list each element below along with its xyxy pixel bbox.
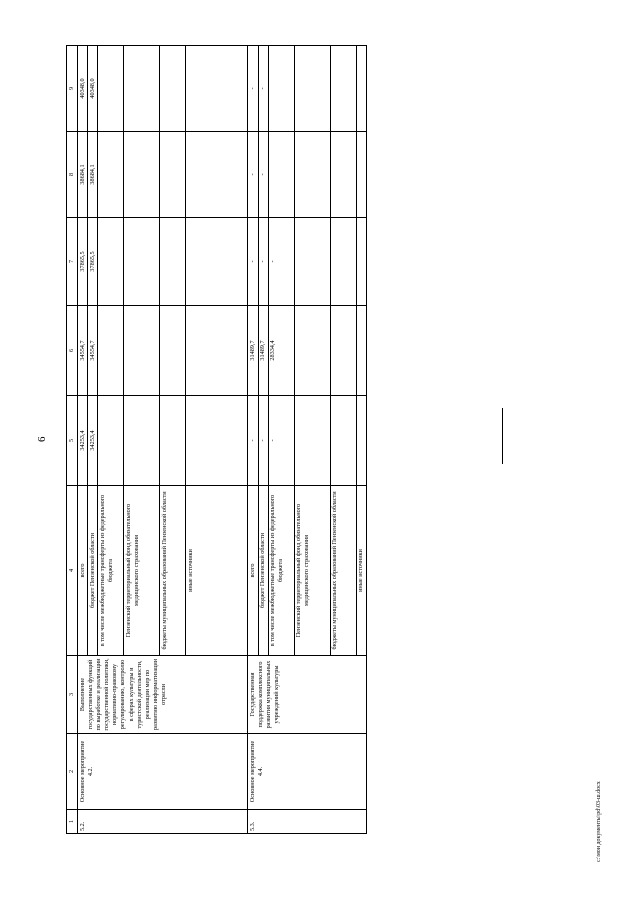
value-cell [186,132,248,218]
value-cell [356,218,366,306]
value-cell: 38684,1 [88,132,98,218]
value-cell [98,218,124,306]
value-cell: 40348,0 [78,46,88,132]
value-cell: - [248,46,258,132]
separator-line [502,408,503,464]
source-cell: бюджет Пензенской области [88,486,98,656]
value-cell [186,396,248,486]
source-cell: бюджеты муниципальных образований Пензенской области [330,486,356,656]
value-cell [330,218,356,306]
source-cell: Пензенский территориальный фонд обязательного медицинского страхования [124,486,160,656]
header-cell: 1 [67,810,78,834]
table-row [78,46,88,834]
source-cell: всего [248,486,258,656]
row-number-cell: 5.3. [248,810,367,834]
header-cell: 2 [67,734,78,810]
value-cell: 31489,7 [258,306,268,396]
value-cell: 34554,7 [88,306,98,396]
value-cell [160,306,186,396]
value-cell [98,132,124,218]
header-cell: 5 [67,396,78,486]
activity-cell: Основное мероприятие 4.2. [78,734,248,810]
value-cell: - [258,218,268,306]
source-cell: бюджет Пензенской области [258,486,268,656]
footer-file-path: c:\мои документы\pd\03-ш.docx [596,781,602,862]
value-cell: 34253,4 [78,396,88,486]
value-cell: - [268,218,294,306]
value-cell: 31489,7 [248,306,258,396]
value-cell [186,218,248,306]
value-cell: 37865,5 [78,218,88,306]
page-number: 6 [36,436,48,442]
value-cell [294,218,330,306]
value-cell [356,396,366,486]
value-cell [124,218,160,306]
value-cell [330,306,356,396]
source-cell: бюджеты муниципальных образований Пензенской области [160,486,186,656]
value-cell [330,132,356,218]
value-cell [294,46,330,132]
value-cell: 38684,1 [78,132,88,218]
header-cell: 9 [67,46,78,132]
value-cell: 34554,7 [78,306,88,396]
source-cell: Пензенский территориальный фонд обязательного медицинского страхования [294,486,330,656]
source-cell: в том числе межбюджетные трансферты из федерального бюджета [98,486,124,656]
source-cell: всего [78,486,88,656]
value-cell: 37865,5 [88,218,98,306]
value-cell [356,46,366,132]
value-cell [356,132,366,218]
budget-table [66,45,367,834]
source-cell: в том числе межбюджетные трансферты из федерального бюджета [268,486,294,656]
value-cell: 28334,4 [268,306,294,396]
value-cell [268,46,294,132]
value-cell [98,396,124,486]
value-cell [294,132,330,218]
header-cell: 8 [67,132,78,218]
value-cell [294,306,330,396]
value-cell: - [258,46,268,132]
value-cell [294,396,330,486]
value-cell: - [248,132,258,218]
value-cell [98,306,124,396]
value-cell [186,46,248,132]
value-cell [356,306,366,396]
row-number-cell: 5.2. [78,810,248,834]
activity-cell: Основное мероприятие 4.4. [248,734,367,810]
header-cell: 6 [67,306,78,396]
header-row [67,46,78,834]
source-cell: иные источники [356,486,366,656]
value-cell [124,132,160,218]
header-cell: 4 [67,486,78,656]
value-cell [160,132,186,218]
value-cell: 40348,0 [88,46,98,132]
value-cell [160,396,186,486]
value-cell: - [248,218,258,306]
value-cell [330,396,356,486]
description-cell: Выполнение государственных функций по выработке и реализации государственной политики, нормативно-правовому регулированию, контролю в сферах культуры и туристской деятельности, реализации мер по развитию информатизации отрасли [78,656,248,734]
value-cell [124,306,160,396]
value-cell [330,46,356,132]
header-cell: 3 [67,656,78,734]
table-row [248,46,258,834]
value-cell [124,396,160,486]
value-cell: - [258,132,268,218]
description-cell: Государственная поддержка комплексного развития муниципальных учреждений культуры [248,656,367,734]
rotated-table-area [66,46,460,834]
value-cell: - [268,396,294,486]
value-cell: 34253,4 [88,396,98,486]
header-cell: 7 [67,218,78,306]
value-cell [124,46,160,132]
value-cell: - [258,396,268,486]
value-cell [268,132,294,218]
value-cell [186,306,248,396]
value-cell [160,46,186,132]
source-cell: иные источники [186,486,248,656]
value-cell: - [248,396,258,486]
value-cell [98,46,124,132]
value-cell [160,218,186,306]
